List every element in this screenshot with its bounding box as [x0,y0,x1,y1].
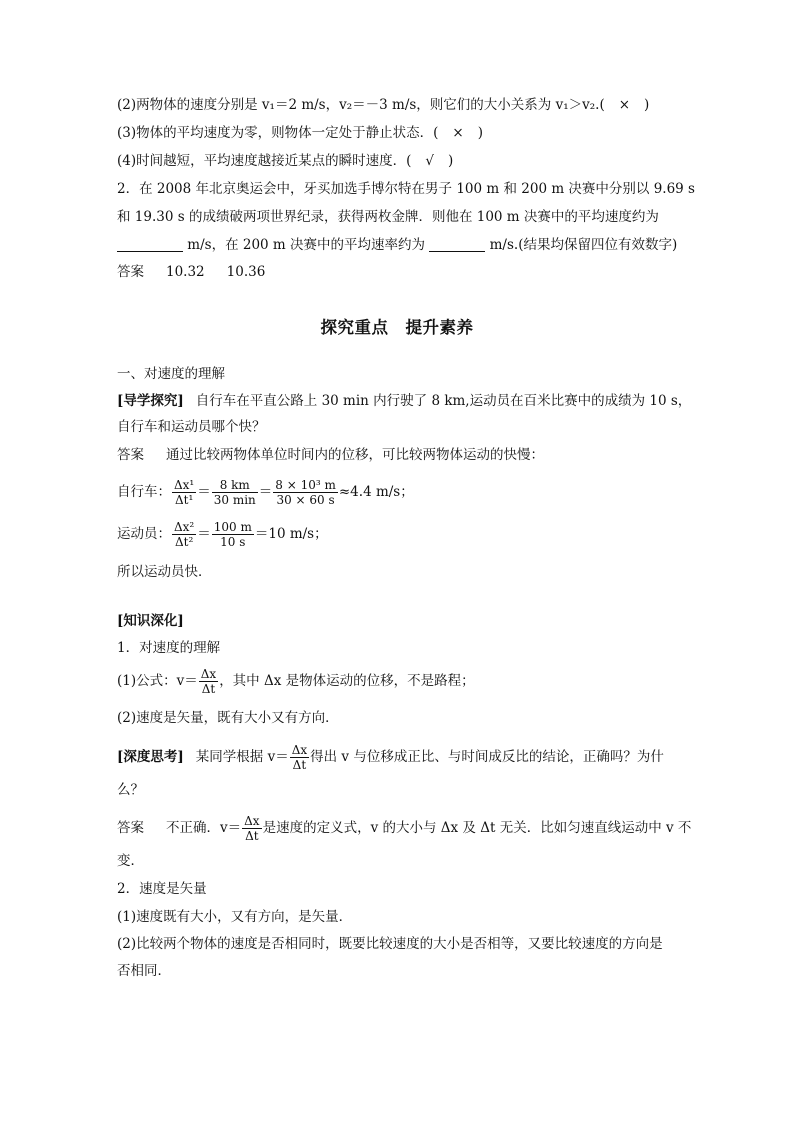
velocity-formula-line [117,664,475,698]
answer-blank-1 [117,237,183,252]
vector-item-1: (1)速度既有大小，又有方向，是矢量． [117,909,353,925]
denominator: 30 × 60 s [276,493,335,507]
deep-answer-b: 是速度的定义式，v 的大小与 Δx 及 Δt 无关．比如匀速直线运动中 v 不 [262,820,692,836]
bike-formula: 自行车： $\frac{\text{Δx¹}}{\text{Δt¹}}$ ＝ $\frac{8 km}{30 \min}$ ＝ $\frac{\text{8 × 10³ m}}{30 \times 60 s}$ ≈4.4 m/s； [117,478,414,507]
numerator: 8 km [212,478,258,493]
judgement-text: (2)两物体的速度分别是 v₁＝2 m/s，v₂＝－3 m/s，则它们的大小关系为 v₁＞v₂.( [117,97,605,113]
knowledge-tag: [知识深化] [117,613,184,629]
deep-text-b: 得出 v 与位移成正比、与时间成反比的结论，正确吗？为什 [310,749,664,765]
knowledge-heading-2: 2．速度是矢量 [117,881,207,897]
denominator: Δt² [174,535,194,549]
formula-prefix: (1)公式：v＝ [117,673,198,689]
judgement-mark: × [452,125,464,141]
numerator: 8 × 10³ m [275,478,336,492]
judgement-mark: √ [425,153,434,169]
denominator: Δt [245,829,259,843]
judgement-item-4: (4)时间越短，平均速度越接近某点的瞬时速度．( √ ) [117,153,454,169]
section-title: 探究重点 提升素养 [320,318,474,337]
judgement-text: (3)物体的平均速度为零，则物体一定处于静止状态．( [117,125,439,141]
answer-label: 答案 [117,447,144,463]
problem-2-line-1: 2．在 2008 年北京奥运会中，牙买加选手博尔特在男子 100 m 和 200 m 决赛中分别以 9.69 s [117,181,695,197]
fraction [273,478,338,507]
knowledge-heading-1: 1．对速度的理解 [117,640,221,656]
vector-item-2-line-2: 否相同． [117,963,171,979]
fraction [172,478,196,507]
deep-line-2: 么？ [117,782,144,798]
denominator: Δt [292,758,307,772]
conclusion: 所以运动员快． [117,564,212,580]
answer-value-1: 10.32 [166,264,205,280]
numerator: Δx [244,814,260,828]
deep-answer-line-2: 变． [117,853,144,869]
problem-2-line-2: 和 19.30 s 的成绩破两项世界纪录，获得两枚金牌．则他在 100 m 决赛中的平均速度约为 [117,209,659,225]
part-heading: 一、对速度的理解 [117,366,225,382]
guide-text: 自行车在平直公路上 30 min 内行驶了 8 km,运动员在百米比赛中的成绩为 10 s， [195,393,692,409]
vector-item-2-line-1: (2)比较两个物体的速度是否相同时，既要比较速度的大小是否相等，又要比较速度的方向是 [117,936,663,952]
fraction [212,478,258,507]
guide-line-1 [117,391,691,411]
denominator: 10 s [220,535,246,549]
guide-line-2: 自行车和运动员哪个快？ [117,419,266,435]
judgement-text: (4)时间越短，平均速度越接近某点的瞬时速度．( [117,153,412,169]
runner-formula: 运动员： $\frac{\text{Δx²}}{\text{Δt²}}$ ＝ $\frac{100 m}{10 s}$ ＝10 m/s； [117,520,328,549]
answer-line [117,262,265,282]
numerator: Δx [291,743,308,757]
deep-tag: [深度思考] [117,749,184,765]
answer-blank-2 [429,237,485,252]
knowledge-item-2: (2)速度是矢量，既有大小又有方向． [117,710,339,726]
deep-thinking [117,740,664,774]
formula-suffix: ，其中 Δx 是物体运动的位移，不是路程； [219,673,475,689]
answer-label: 答案 [117,820,144,836]
deep-text-a: 某同学根据 v＝ [195,749,289,765]
answer-label: 答案 [117,264,144,280]
fraction [242,814,261,843]
deep-answer [117,811,691,845]
guide-answer [117,445,544,465]
runner-label: 运动员： [117,526,171,542]
numerator: Δx² [174,520,195,534]
deep-answer-a: 不正确．v＝ [166,820,242,836]
bike-result: ≈4.4 m/s； [338,484,414,500]
judgement-mark: × [618,97,631,113]
runner-result: ＝10 m/s； [254,526,328,542]
fraction [212,520,254,549]
answer-text: 通过比较两物体单位时间内的位移，可比较两物体运动的快慢： [166,447,544,463]
problem-2-text-b: m/s.(结果均保留四位有效数字) [489,237,678,253]
denominator: Δt [201,682,216,696]
judgement-item-2: (2)两物体的速度分别是 v₁＝2 m/s，v₂＝－3 m/s，则它们的大小关系为 v₁＞v₂.( × ) [117,97,650,113]
problem-2-text-a: m/s，在 200 m 决赛中的平均速率约为 [187,237,426,253]
numerator: Δx¹ [174,478,195,492]
denominator: 30 min [213,493,256,507]
numerator: 100 m [213,520,252,534]
problem-2-line-3 [117,235,677,255]
judgement-item-3: (3)物体的平均速度为零，则物体一定处于静止状态．( × ) [117,125,483,141]
bike-label: 自行车： [117,484,171,500]
numerator: Δx [200,667,217,681]
fraction [290,743,309,772]
fraction [199,667,218,696]
denominator: Δt¹ [174,493,194,507]
guide-tag: [导学探究] [117,393,184,409]
fraction [172,520,196,549]
answer-value-2: 10.36 [226,264,266,280]
